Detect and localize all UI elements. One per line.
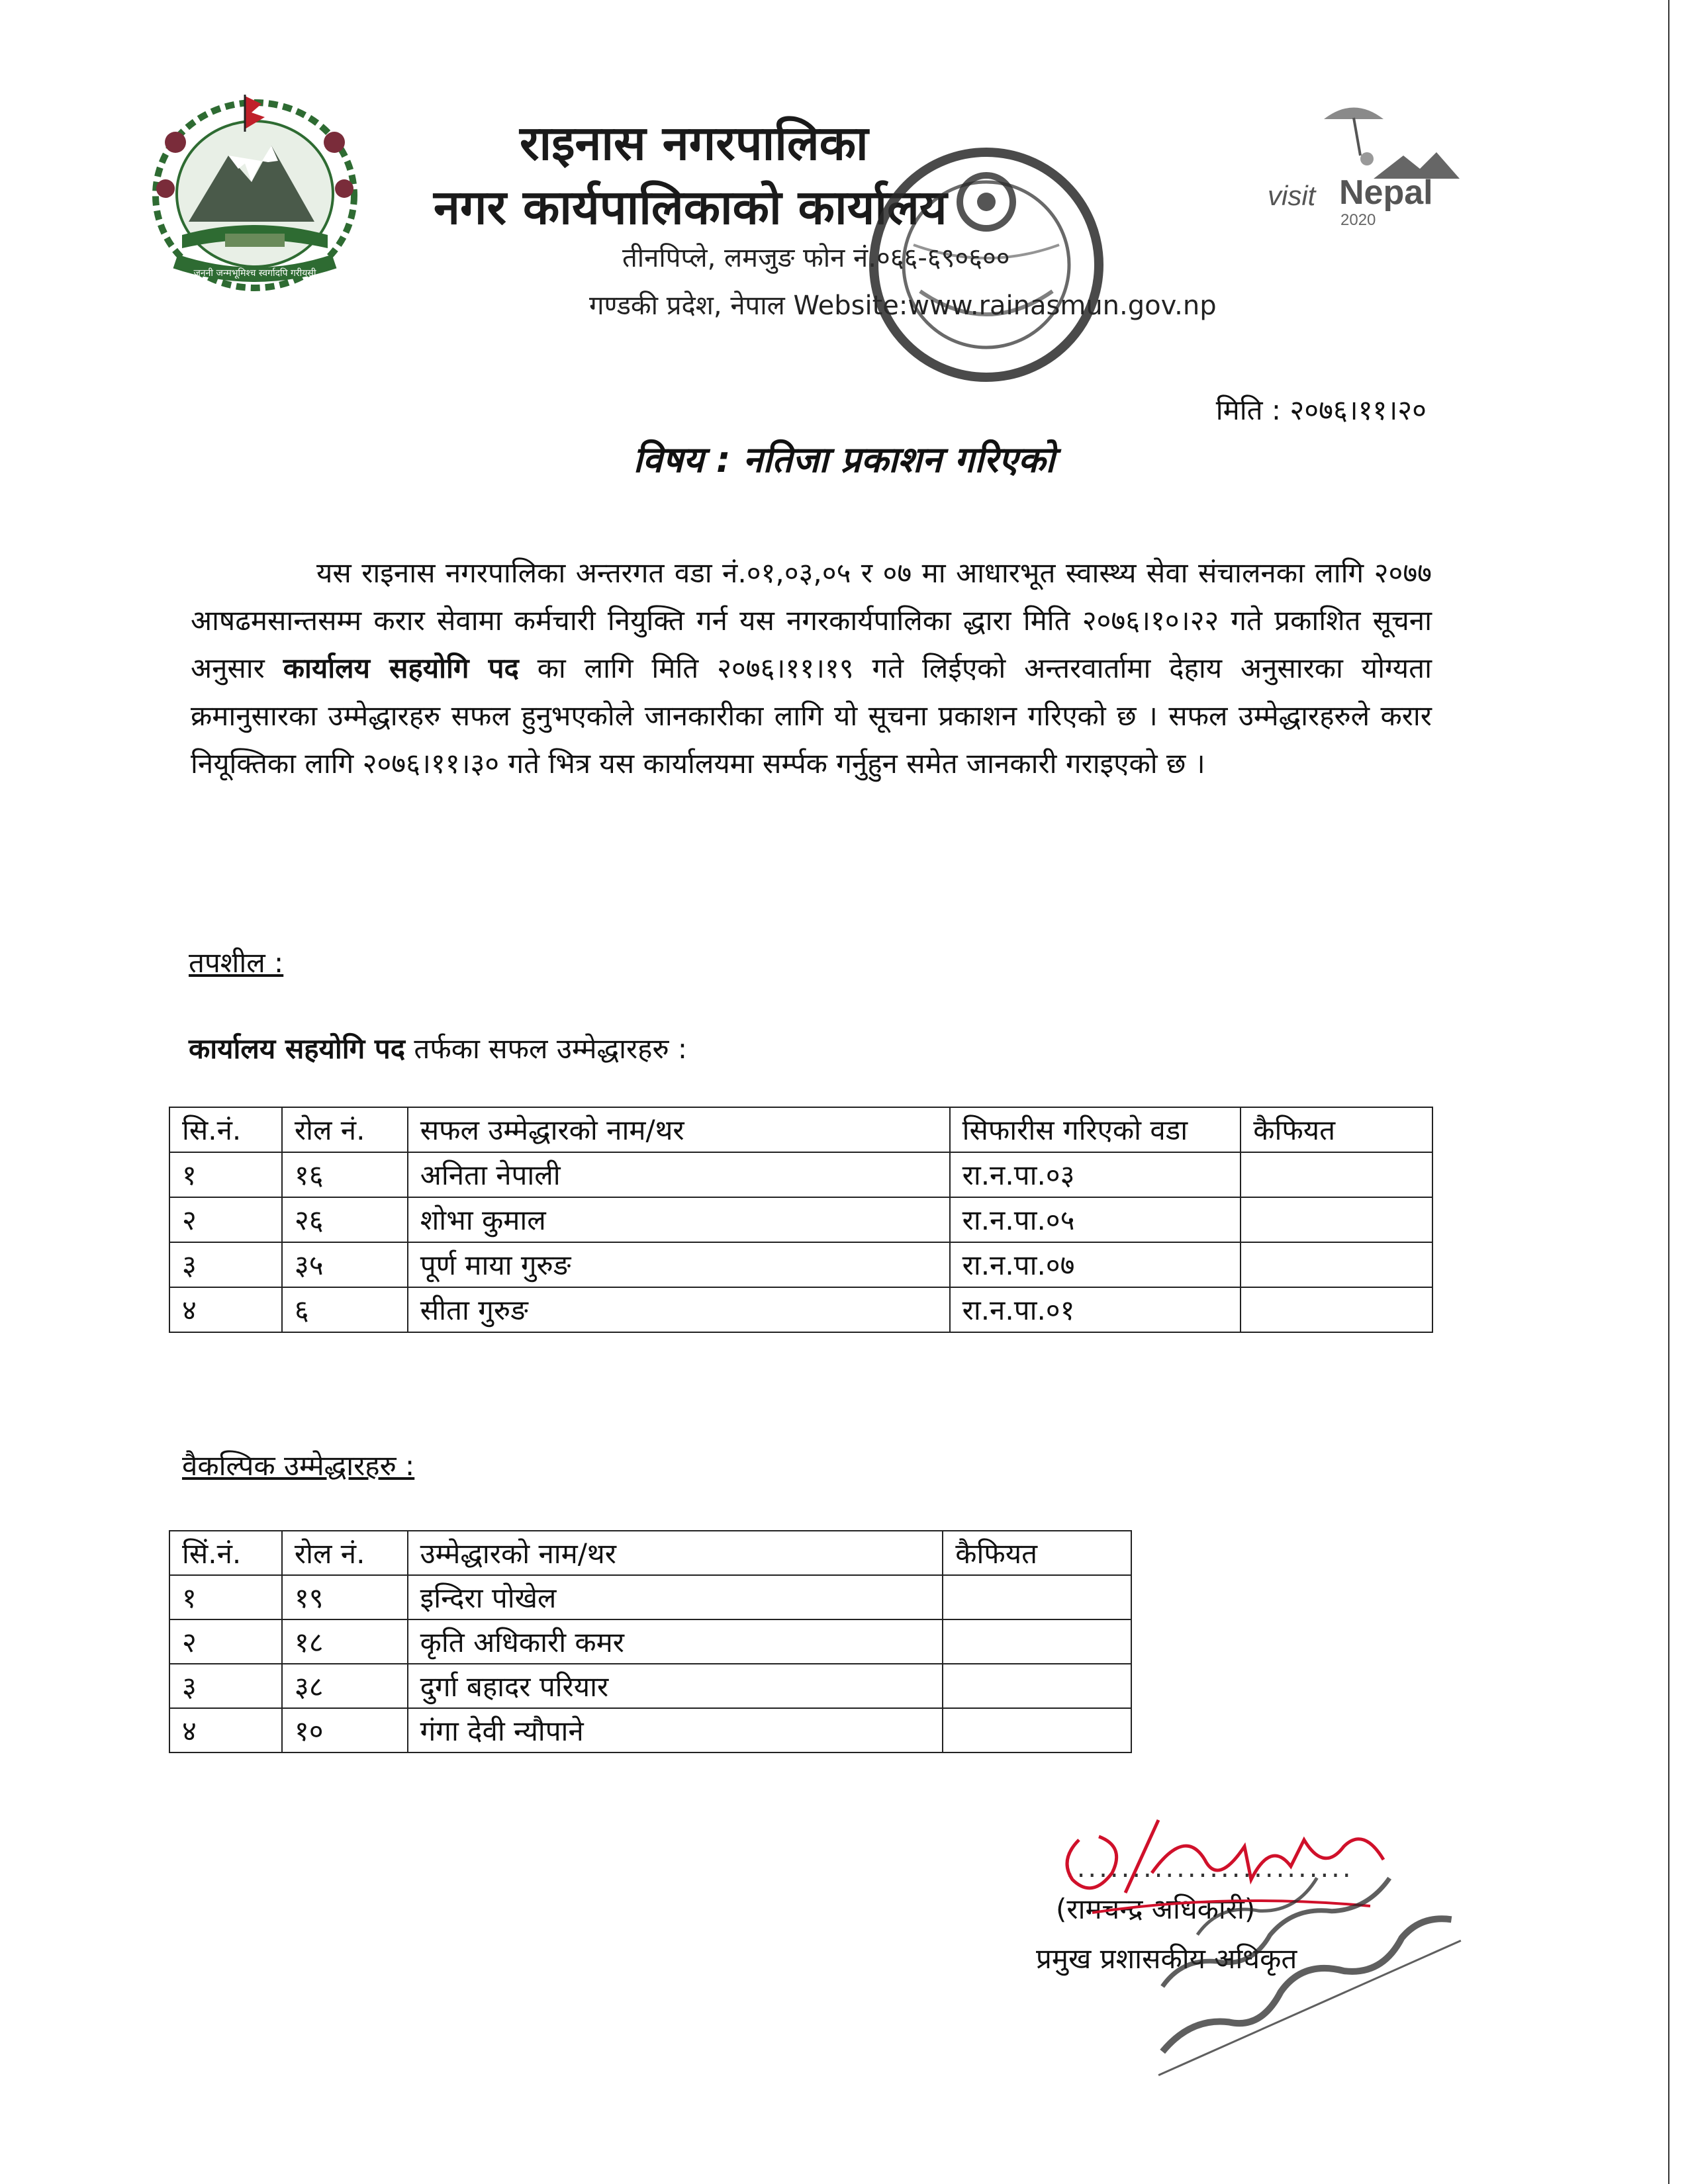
body-paragraph (191, 549, 1432, 788)
cell-roll: ३८ (282, 1664, 408, 1708)
letter-date: मिति : २०७६।११।२० (1215, 394, 1427, 426)
cell-roll: ६ (282, 1287, 408, 1332)
column-header: सिं.नं. (169, 1531, 282, 1575)
cell-remarks (943, 1619, 1131, 1664)
cell-remarks (1241, 1287, 1432, 1332)
body-text-bold-post: कार्यालय सहयोगि पद (283, 652, 519, 684)
cell-name: दुर्गा बहादर परियार (408, 1664, 943, 1708)
table-row (169, 1242, 1432, 1287)
body-text-part2: का लागि मिति २०७६।११।१९ गते लिईएको अन्तरवार्तामा देहाय अनुसारका योग्यता क्रमानुसारका उम्मेद्धारहरु सफल हुनुभएकोले जानकारीका लागि यो सूचना प्रकाशन गरिएको छ । सफल उम्मेद्धारहरुले करार नियूक्तिका लागि २०७६।११।३० गते भित्र यस कार्यालयमा सर्म्पक गर्नुहुन समेत जानकारी गराइएको छ । (191, 652, 1432, 780)
cell-ward: रा.न.पा.०५ (950, 1197, 1241, 1242)
cell-roll: २६ (282, 1197, 408, 1242)
cell-serial: २ (169, 1197, 282, 1242)
post-line-rest: तर्फका सफल उम्मेद्धारहरु : (405, 1032, 688, 1065)
column-header: कैफियत (943, 1531, 1131, 1575)
svg-text:Nepal: Nepal (1339, 173, 1433, 212)
letter-subject: विषय : नतिजा प्रकाशन गरिएको (633, 439, 1055, 480)
signatory-name: (रामचन्द्र अधिकारी) (1056, 1893, 1256, 1925)
column-header: सि.नं. (169, 1107, 282, 1152)
cell-name: सीता गुरुङ (408, 1287, 950, 1332)
cell-name: कृति अधिकारी कमर (408, 1619, 943, 1664)
cell-serial: ४ (169, 1287, 282, 1332)
cell-name: अनिता नेपाली (408, 1152, 950, 1197)
table-row (169, 1708, 1131, 1752)
cell-name: इन्दिरा पोखेल (408, 1575, 943, 1619)
scan-edge (1668, 0, 1688, 2184)
cell-ward: रा.न.पा.०१ (950, 1287, 1241, 1332)
svg-text:2020: 2020 (1340, 211, 1376, 229)
details-heading: तपशील : (189, 946, 284, 979)
cell-remarks (943, 1575, 1131, 1619)
cell-serial: ३ (169, 1664, 282, 1708)
post-name: कार्यालय सहयोगि पद (189, 1032, 406, 1065)
cell-remarks (943, 1708, 1131, 1752)
cell-remarks (1241, 1197, 1432, 1242)
table-row (169, 1287, 1432, 1332)
header-province-website: गण्डकी प्रदेश, नेपाल Website:www.rainasmun.gov.np (589, 291, 1217, 321)
table-header-row (169, 1531, 1131, 1575)
cell-name: गंगा देवी न्यौपाने (408, 1708, 943, 1752)
successful-candidates-table (169, 1107, 1433, 1333)
cell-serial: १ (169, 1152, 282, 1197)
table-row (169, 1619, 1131, 1664)
cell-roll: १० (282, 1708, 408, 1752)
cell-roll: १८ (282, 1619, 408, 1664)
table-row (169, 1197, 1432, 1242)
header-title-line1: राइनास नगरपालिका (520, 115, 868, 171)
column-header: कैफियत (1241, 1107, 1432, 1152)
cell-remarks (1241, 1152, 1432, 1197)
signatory-title: प्रमुख प्रशासकीय अधिकृत (1036, 1942, 1297, 1975)
cell-remarks (1241, 1242, 1432, 1287)
cell-ward: रा.न.पा.०७ (950, 1242, 1241, 1287)
column-header: रोल नं. (282, 1531, 408, 1575)
cell-name: पूर्ण माया गुरुङ (408, 1242, 950, 1287)
cell-remarks (943, 1664, 1131, 1708)
column-header: रोल नं. (282, 1107, 408, 1152)
table-header-row (169, 1107, 1432, 1152)
cell-serial: १ (169, 1575, 282, 1619)
cell-serial: ३ (169, 1242, 282, 1287)
cell-serial: ४ (169, 1708, 282, 1752)
emblem-motto: जननी जन्मभूमिश्च स्वर्गादपि गरीयसी (193, 268, 316, 279)
cell-roll: १६ (282, 1152, 408, 1197)
office-seal-stamp (861, 139, 1112, 390)
cell-ward: रा.न.पा.०३ (950, 1152, 1241, 1197)
table-row (169, 1664, 1131, 1708)
body-text-part1: यस राइनास नगरपालिका अन्तरगत वडा नं.०१,०३,०५ र ०७ मा आधारभूत स्वास्थ्य सेवा संचालनका लागि २०७७ आषढमसान्तसम्म करार सेवामा कर्मचारी नियुक्ति गर्न यस नगरकार्यपालिका द्धारा मिति २०७६।१०।२२ गते प्रकाशित सूचना अनुसार (191, 557, 1432, 684)
svg-text:visit: visit (1268, 180, 1316, 211)
cell-roll: ३५ (282, 1242, 408, 1287)
successful-candidates-heading (189, 1029, 687, 1067)
alternate-candidates-heading: वैकल्पिक उम्मेद्धारहरु : (182, 1449, 415, 1482)
header-address: तीनपिप्ले, लमजुङ फोन नं.०६६-६९०६०० (622, 243, 1010, 273)
column-header: सिफारीस गरिएको वडा (950, 1107, 1241, 1152)
column-header: सफल उम्मेद्धारको नाम/थर (408, 1107, 950, 1152)
alternate-candidates-table (169, 1530, 1132, 1753)
designation-stamp (1086, 1840, 1496, 2091)
nepal-emblem-icon (136, 83, 374, 301)
visit-nepal-2020-logo (1261, 93, 1479, 232)
cell-name: शोभा कुमाल (408, 1197, 950, 1242)
cell-serial: २ (169, 1619, 282, 1664)
table-row (169, 1152, 1432, 1197)
column-header: उम्मेद्धारको नाम/थर (408, 1531, 943, 1575)
cell-roll: १९ (282, 1575, 408, 1619)
header-title-line2: नगर कार्यपालिकाको कार्यालय (434, 179, 947, 235)
table-row (169, 1575, 1131, 1619)
signature-line: .......................... (1066, 1853, 1354, 1884)
